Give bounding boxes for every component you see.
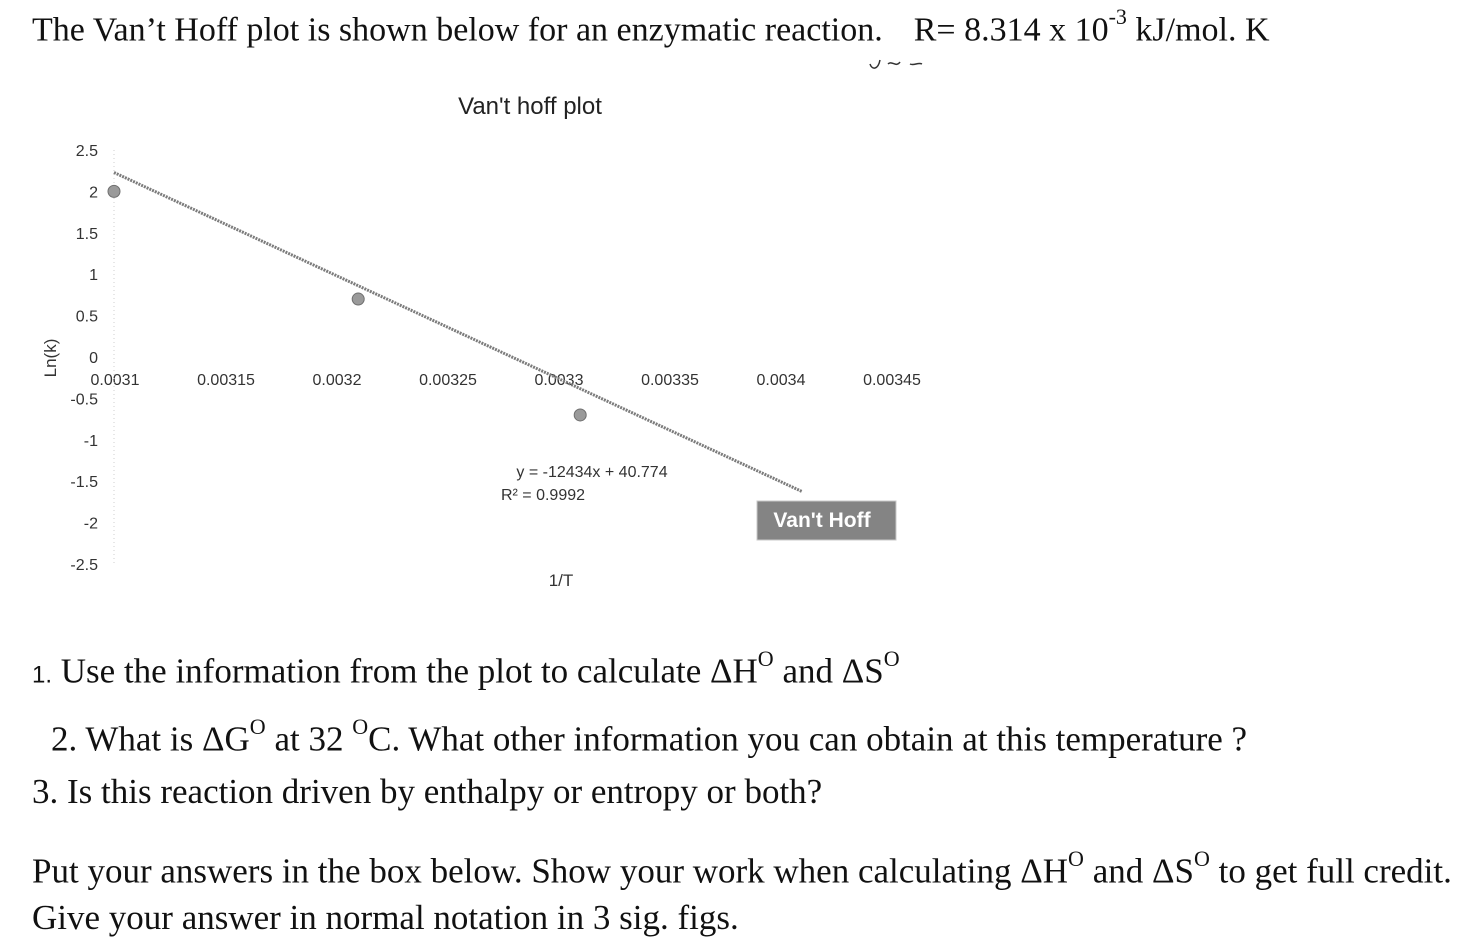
pen-scribble [866, 52, 926, 72]
question-2-mid: at 32 [265, 719, 353, 759]
trendline [114, 172, 802, 491]
x-tick-label: 0.00335 [641, 372, 699, 389]
instructions-part-1: Put your answers in the box below. Show your work when calculating ΔH [32, 851, 1069, 891]
question-3 [32, 772, 822, 812]
degree-sup: O [757, 646, 774, 671]
y-tick-label: 1 [89, 267, 98, 285]
r-squared: R² = 0.9992 [500, 487, 586, 504]
y-tick-label: 1.5 [75, 225, 98, 243]
degree-sup: O [352, 714, 369, 739]
y-tick-label: 2.5 [75, 143, 98, 160]
y-tick-label: 0.5 [75, 308, 98, 326]
y-axis-ticks [70, 143, 98, 574]
intro-text: The Van’t Hoff plot is shown below for an enzymatic reaction. [32, 11, 883, 49]
vant-hoff-chart [30, 80, 960, 600]
trendline-equation: y = -12434x + 40.774 [516, 464, 668, 481]
x-axis-ticks [91, 372, 921, 389]
x-tick-label: 0.00345 [863, 372, 921, 389]
chart-title: Van't hoff plot [458, 93, 602, 120]
instructions-paragraph [32, 840, 1452, 941]
degree-sup: O [883, 646, 900, 671]
x-tick-label: 0.0031 [90, 372, 140, 389]
degree-sup: O [249, 714, 266, 739]
legend-label: Van't Hoff [773, 509, 871, 532]
y-tick-label: 2 [89, 184, 98, 202]
question-2-text: 2. What is ΔG [51, 719, 250, 759]
gas-constant-exponent: -3 [1108, 4, 1127, 29]
question-1 [32, 646, 900, 692]
x-tick-label: 0.00325 [419, 372, 477, 389]
x-tick-label: 0.0033 [534, 372, 584, 389]
question-2-end: C. What other information you can obtain at this temperature ? [368, 719, 1248, 759]
y-axis-label: Ln(k) [41, 338, 60, 378]
degree-sup: O [1068, 846, 1084, 871]
gas-constant-prefix: R= 8.314 x 10 [913, 11, 1109, 49]
question-1-number: 1. [32, 661, 53, 689]
gas-constant-unit: kJ/mol. K [1126, 11, 1270, 49]
y-tick-label: -0.5 [70, 391, 98, 409]
degree-sup: O [1193, 846, 1210, 871]
instructions-part-3: to get full credit. Give your answer in normal notation in 3 sig. figs. [32, 851, 1452, 937]
intro-line [32, 4, 1270, 49]
question-2 [51, 714, 1248, 760]
x-tick-label: 0.0034 [756, 372, 806, 389]
y-tick-label: -2.5 [70, 557, 98, 574]
y-tick-label: -1.5 [70, 474, 98, 492]
question-1-and: and ΔS [773, 651, 884, 691]
data-point [352, 293, 364, 305]
instructions-part-2: and ΔS [1083, 851, 1194, 891]
x-tick-label: 0.0032 [312, 372, 362, 389]
question-3-text: 3. Is this reaction driven by enthalpy or entropy or both? [32, 772, 823, 811]
data-point [108, 185, 120, 197]
y-tick-label: 0 [89, 350, 98, 367]
question-1-text: Use the information from the plot to calculate ΔH [60, 651, 758, 691]
y-tick-label: -2 [83, 515, 98, 533]
y-tick-label: -1 [83, 432, 98, 450]
x-tick-label: 0.00315 [197, 372, 255, 389]
data-point [574, 409, 586, 421]
x-axis-label: 1/T [548, 571, 574, 590]
